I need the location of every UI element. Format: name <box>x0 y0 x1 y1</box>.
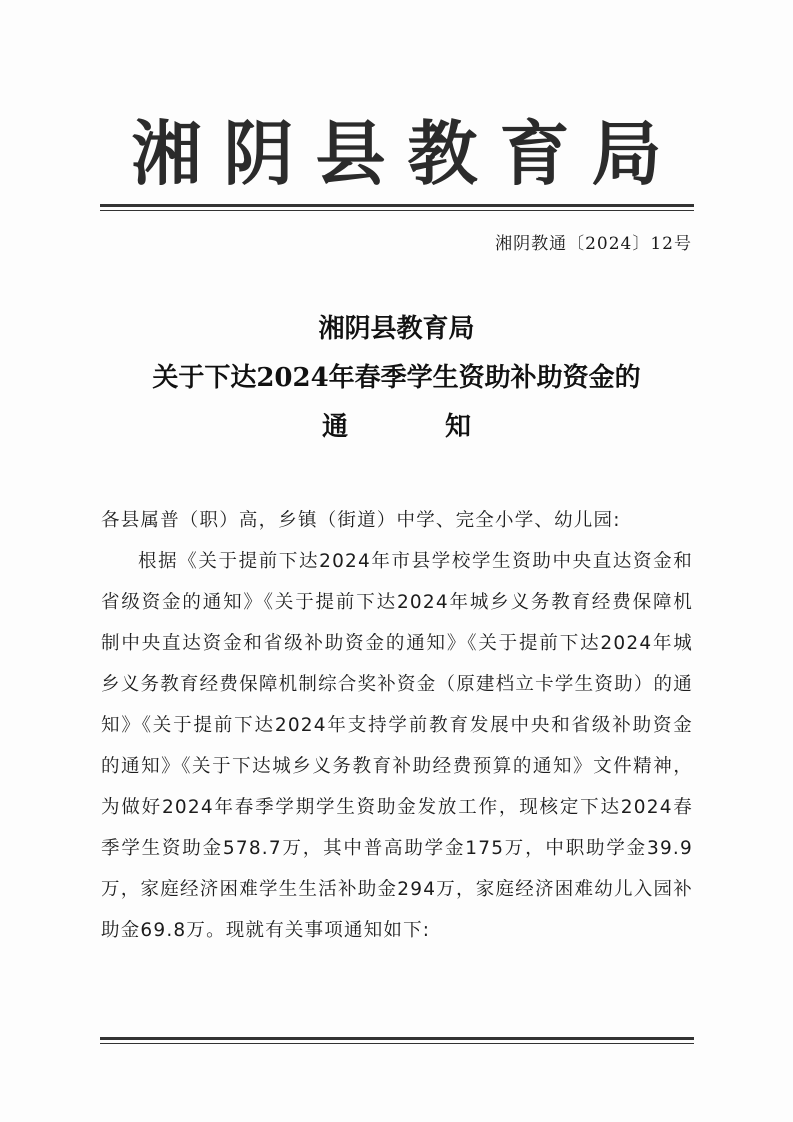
salutation: 各县属普（职）高，乡镇（街道）中学、完全小学、幼儿园: <box>101 510 621 531</box>
masthead-divider <box>100 204 694 211</box>
title-line-agency: 湘阴县教育局 <box>318 314 475 344</box>
title-line-subject: 关于下达2024年春季学生资助补助资金的 <box>152 363 641 393</box>
agency-masthead: 湘阴县教育局 <box>131 112 684 195</box>
document-number: 湘阴教通〔2024〕12号 <box>495 234 692 254</box>
document-body <box>101 500 693 951</box>
title-line-notice: 通 知 <box>321 412 516 442</box>
footer-divider <box>100 1037 694 1044</box>
document-title <box>0 305 793 452</box>
body-paragraph: 根据《关于提前下达2024年市县学校学生资助中央直达资金和省级资金的通知》《关于提前下达2024年城乡义务教育经费保障机制中央直达资金和省级补助资金的通知》《关于提前下达2024年城乡义务教育经费保障机制综合奖补资金（原建档立卡学生资助）的通知》《关于提前下达2024年支持学前教育发展中央和省级补助资金的通知》《关于下达城乡义务教育补助经费预算的通知》文件精神，为做好2024年春季学期学生资助金发放工作，现核定下达2024春季学生资助金578.7万，其中普高助学金175万，中职助学金39.9万，家庭经济困难学生生活补助金294万，家庭经济困难幼儿入园补助金69.8万。现就有关事项通知如下: <box>101 551 693 941</box>
